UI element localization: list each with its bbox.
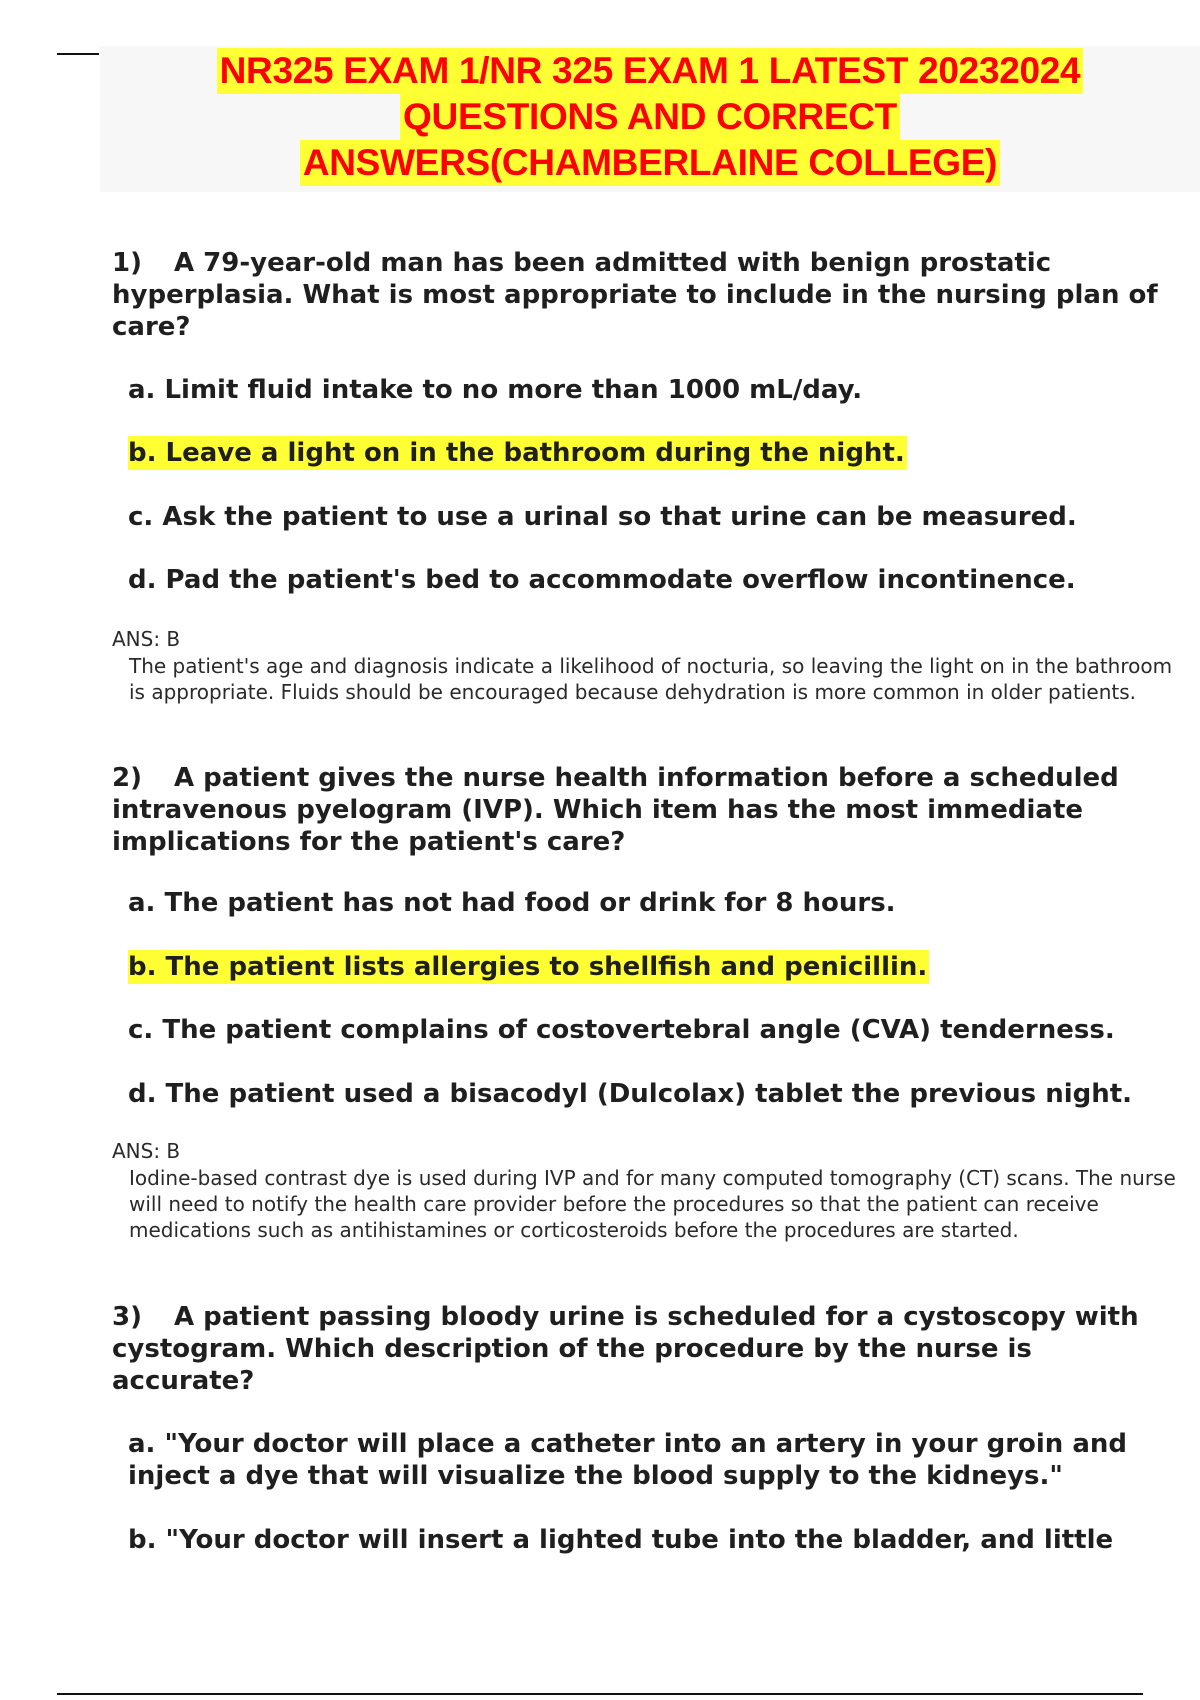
- question-stem: [112, 762, 1172, 858]
- title-line: QUESTIONS AND CORRECT: [400, 94, 900, 140]
- answer-option: b. "Your doctor will insert a lighted tube into the bladder, and little: [128, 1525, 1114, 1555]
- question-stem: [112, 1301, 1172, 1397]
- question-number: 2): [112, 763, 142, 793]
- question-number: 1): [112, 248, 142, 278]
- question-text: A 79-year-old man has been admitted with benign prostatic hyperplasia. What is most appropriate to include in the nursing plan of care?: [112, 248, 1158, 342]
- answer-option: d. The patient used a bisacodyl (Dulcolax) tablet the previous night.: [128, 1079, 1133, 1109]
- answer-key: ANS: B: [112, 627, 181, 651]
- rationale: The patient's age and diagnosis indicate a likelihood of nocturia, so leaving the light on in the bathroom is appropriate. Fluids should be encouraged because dehydration is more common in older patients.: [129, 654, 1173, 704]
- answer-key: ANS: B: [112, 1139, 181, 1163]
- answer-option: a. The patient has not had food or drink for 8 hours.: [128, 888, 896, 918]
- answer-option: a. Limit fluid intake to no more than 1000 mL/day.: [128, 375, 863, 405]
- answer-option: a. "Your doctor will place a catheter into an artery in your groin and inject a dye that will visualize the blood supply to the kidneys.": [128, 1429, 1128, 1491]
- rationale: Iodine-based contrast dye is used during IVP and for many computed tomography (CT) scans. The nurse will need to notify the health care provider before the procedures so that the patient can receive medications such as antihistamines or corticosteroids before the procedures are started.: [129, 1166, 1176, 1242]
- answer-option: c. The patient complains of costovertebral angle (CVA) tenderness.: [128, 1015, 1115, 1045]
- question-text: A patient passing bloody urine is scheduled for a cystoscopy with cystogram. Which description of the procedure by the nurse is accurate?: [112, 1302, 1139, 1396]
- title-line: NR325 EXAM 1/NR 325 EXAM 1 LATEST 20232024: [217, 48, 1084, 94]
- question-stem: [112, 247, 1172, 343]
- top-rule: [57, 53, 99, 55]
- bottom-rule: [57, 1693, 1143, 1695]
- answer-option: d. Pad the patient's bed to accommodate overflow incontinence.: [128, 565, 1076, 595]
- question-number: 3): [112, 1302, 142, 1332]
- answer-option-correct: b. The patient lists allergies to shellfish and penicillin.: [128, 952, 928, 982]
- answer-option: c. Ask the patient to use a urinal so that urine can be measured.: [128, 502, 1077, 532]
- document-title: [100, 48, 1200, 186]
- question-text: A patient gives the nurse health information before a scheduled intravenous pyelogram (IVP). Which item has the most immediate implications for the patient's care?: [112, 763, 1119, 857]
- title-line: ANSWERS(CHAMBERLAINE COLLEGE): [300, 140, 1000, 186]
- answer-option-correct: b. Leave a light on in the bathroom during the night.: [128, 438, 905, 468]
